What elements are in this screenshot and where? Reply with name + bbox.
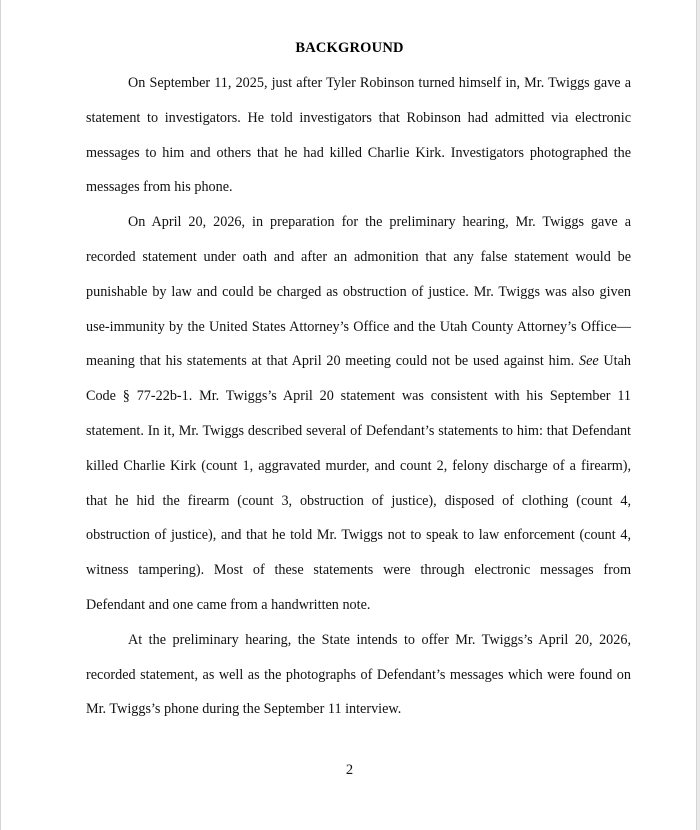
paragraph-2 <box>86 205 631 623</box>
document-body <box>86 66 631 727</box>
page-number: 2 <box>345 762 354 778</box>
paragraph-2-text-after: Utah Code § 77-22b-1. Mr. Twiggs’s April 20 statement was consistent with his September 11 statement. In it, Mr. Twiggs described several of Defendant’s statements to him: that Defendant killed Charlie Kirk (count 1, aggravated murder, and count 2, felony discharge of a firearm), that he hid the firearm (count 3, obstruction of justice), disposed of clothing (count 4, obstruction of justice), and that he told Mr. Twiggs not to speak to law enforcement (count 4, witness tampering). Most of these statements were through electronic messages from Defendant and one came from a handwritten note. <box>86 353 631 613</box>
citation-signal: See <box>578 353 599 370</box>
paragraph-1: On September 11, 2025, just after Tyler Robinson turned himself in, Mr. Twiggs gave a statement to investigators. He told investigators that Robinson had admitted via electronic messages to him and others that he had killed Charlie Kirk. Investigators photographed the messages from his phone. <box>86 75 631 196</box>
section-heading: BACKGROUND <box>295 40 404 56</box>
paragraph-3: At the preliminary hearing, the State intends to offer Mr. Twiggs’s April 20, 2026, recorded statement, as well as the photographs of Defendant’s messages which were found on Mr. Twiggs’s phone during the September 11 interview. <box>86 631 631 718</box>
paragraph-2-text-before: On April 20, 2026, in preparation for the preliminary hearing, Mr. Twiggs gave a recorded statement under oath and after an admonition that any false statement would be punishable by law and could be charged as obstruction of justice. Mr. Twiggs was also given use-immunity by the United States Attorney’s Office and the Utah County Attorney’s Office—meaning that his statements at that April 20 meeting could not be used against him. <box>86 214 631 370</box>
